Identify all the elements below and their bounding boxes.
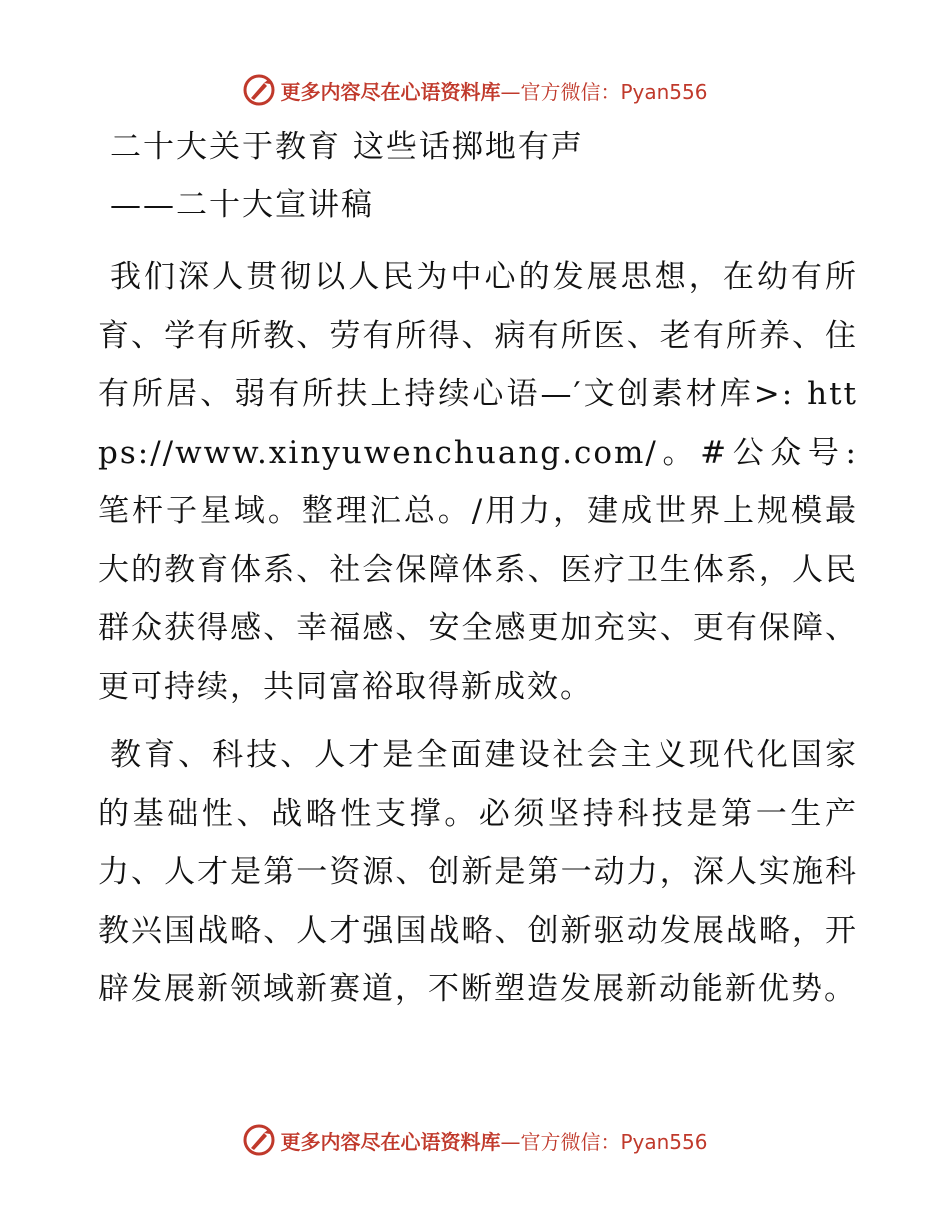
footer-watermark [0, 1120, 950, 1160]
document-title: 二十大关于教育 这些话掷地有声 [110, 129, 584, 165]
quill-seal-icon [242, 1123, 276, 1157]
paragraph-2: 教育、科技、人才是全面建设社会主义现代化国家的基础性、战略性支撑。必须坚持科技是第一生产力、人才是第一资源、创新是第一动力，深人实施科教兴国战略、人才强国战略、创新驱动发展战略，开辟发展新领域新赛道，不断塑造发展新动能新优势。 [98, 737, 858, 1007]
watermark-text [280, 1126, 707, 1155]
watermark-main: 更多内容尽在心语资料库 [280, 1129, 501, 1154]
watermark-text [280, 76, 707, 105]
paragraph-1: 我们深人贯彻以人民为中心的发展思想，在幼有所育、学有所教、劳有所得、病有所医、老有所养、住有所居、弱有所扶上持续心语—′文创素材库>: https://www.xinyuwenchuang.com/。#公众号: 笔杆子星域。整理汇总。/用力，建成世界上规模最大的教育体系、社会保障体系、医疗卫生体系，人民群众获得感、幸福感、安全感更加充实、更有保障、更可持续，共同富裕取得新成效。 [98, 259, 858, 705]
document-body [98, 118, 858, 1029]
header-watermark [0, 70, 950, 110]
watermark-tail: —官方微信：Pyan556 [500, 1129, 708, 1154]
watermark-tail: —官方微信：Pyan556 [500, 79, 708, 104]
document-subtitle: ——二十大宣讲稿 [110, 187, 374, 223]
quill-seal-icon [242, 73, 276, 107]
watermark-main: 更多内容尽在心语资料库 [280, 79, 501, 104]
